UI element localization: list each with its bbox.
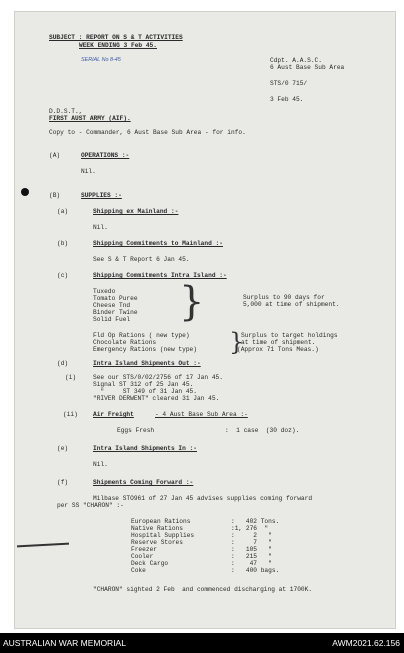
subsection-e-label: (e) <box>57 445 69 452</box>
commodity-item: Fld Op Rations ( new type) <box>93 332 190 339</box>
subsection-f-label: (f) <box>57 479 69 486</box>
cargo-item: Native Rations <box>131 525 183 532</box>
subsection-f-title: Shipments Coming Forward :- <box>93 479 194 486</box>
commodity-item: Emergency Rations (new type) <box>93 346 197 353</box>
serial-number: SERIAL No 8-45 <box>81 57 121 63</box>
subsection-e-title: Intra Island Shipments In :- <box>93 445 197 452</box>
surplus-note-2: (Approx 71 Tons Meas.) <box>237 346 319 353</box>
air-freight-item: Eggs Fresh <box>117 427 155 434</box>
section-b-title: SUPPLIES :- <box>81 192 122 199</box>
closing-line: "CHARON" sighted 2 Feb and commenced discharging at 1700K. <box>93 586 313 593</box>
commodity-item: Binder Twine <box>93 309 138 316</box>
item-i-label: (i) <box>65 374 77 381</box>
item-i-line: " ST 349 of 31 Jan 45. <box>93 388 197 395</box>
commodity-item: Tomato Puree <box>93 295 138 302</box>
footer-accession-number: AWM2021.62.156 <box>332 638 400 648</box>
pen-stroke-mark <box>17 543 69 547</box>
section-a-title: OPERATIONS :- <box>81 152 130 159</box>
commodity-item: Cheese Tnd <box>93 302 131 309</box>
subsection-d-label: (d) <box>57 360 69 367</box>
air-freight-quantity: : 1 case (30 doz). <box>225 427 300 434</box>
section-a-text: Nil. <box>81 168 96 175</box>
archive-footer <box>0 633 404 653</box>
cargo-quantity: : 402 Tons. <box>231 518 280 525</box>
item-i-line: Signal ST 312 of 25 Jan 45. <box>93 381 194 388</box>
commodity-item: Solid Fuel <box>93 316 131 323</box>
subsection-b-title: Shipping Commitments to Mainland :- <box>93 240 223 247</box>
cargo-item: Coke <box>131 567 146 574</box>
cargo-quantity: : 105 " <box>231 546 272 553</box>
commodity-item: Tuxedo <box>93 288 116 295</box>
copy-to-line: Copy to - Commander, 6 Aust Base Sub Area - for info. <box>49 129 246 136</box>
surplus-note-2: at time of shipment. <box>241 339 316 346</box>
surplus-note-2: Surplus to target holdings <box>241 332 338 339</box>
shipment-advice-line: Milbase STO961 of 27 Jan 45 advises supplies coming forward <box>93 495 313 502</box>
section-b-label: (B) <box>49 192 61 199</box>
document-date: 3 Feb 45. <box>270 96 304 103</box>
cargo-item: Hospital Supplies <box>131 532 195 539</box>
subsection-c-title: Shipping Commitments Intra Island :- <box>93 272 227 279</box>
brace-glyph: } <box>179 279 205 325</box>
cargo-quantity: :1, 276 " <box>231 525 269 532</box>
subsection-a-text: Nil. <box>93 224 108 231</box>
item-i-line: "RIVER DERWENT" cleared 31 Jan 45. <box>93 395 220 402</box>
subsection-d-title: Intra Island Shipments Out :- <box>93 360 201 367</box>
cargo-quantity: : 2 " <box>231 532 272 539</box>
subsection-c-label: (c) <box>57 272 69 279</box>
cargo-item: European Rations <box>131 518 191 525</box>
cargo-quantity: : 47 " <box>231 560 272 567</box>
addressee-line-1: D.D.S.T., <box>49 108 83 115</box>
from-unit: Cdpt. A.A.S.C. <box>270 57 322 64</box>
surplus-note-1: 5,000 at time of shipment. <box>243 301 340 308</box>
subsection-b-text: See S & T Report 6 Jan 45. <box>93 256 190 263</box>
cargo-item: Cooler <box>131 553 154 560</box>
subsection-a-label: (a) <box>57 208 69 215</box>
subject-line-1: SUBJECT : REPORT ON S & T ACTIVITIES <box>49 34 183 41</box>
cargo-quantity: : 215 " <box>231 553 272 560</box>
section-a-label: (A) <box>49 152 61 159</box>
cargo-quantity: : 400 bags. <box>231 567 280 574</box>
cargo-item: Reserve Stores <box>131 539 183 546</box>
shipment-advice-line: per SS "CHARON" :- <box>57 502 124 509</box>
reference-number: STS/0 715/ <box>270 80 308 87</box>
item-i-line: See our STS/0/02/2756 of 17 Jan 45. <box>93 374 223 381</box>
from-area: 6 Aust Base Sub Area <box>270 64 345 71</box>
cargo-item: Freezer <box>131 546 157 553</box>
commodity-item: Chocolate Rations <box>93 339 157 346</box>
punch-hole <box>21 188 29 196</box>
footer-institution: AUSTRALIAN WAR MEMORIAL <box>3 638 126 648</box>
item-ii-destination: - 4 Aust Base Sub Area :- <box>155 411 248 418</box>
subject-line-2: WEEK ENDING 3 Feb 45. <box>79 42 157 49</box>
surplus-note-1: Surplus to 90 days for <box>243 294 325 301</box>
cargo-quantity: : 7 " <box>231 539 272 546</box>
cargo-item: Deck Cargo <box>131 560 169 567</box>
document-page <box>14 11 396 629</box>
brace-glyph: } <box>229 328 245 356</box>
item-ii-title: Air Freight <box>93 411 134 418</box>
item-ii-label: (ii) <box>63 411 78 418</box>
addressee-line-2: FIRST AUST ARMY (AIF). <box>49 115 131 122</box>
subsection-e-text: Nil. <box>93 461 108 468</box>
subsection-b-label: (b) <box>57 240 69 247</box>
subsection-a-title: Shipping ex Mainland :- <box>93 208 179 215</box>
